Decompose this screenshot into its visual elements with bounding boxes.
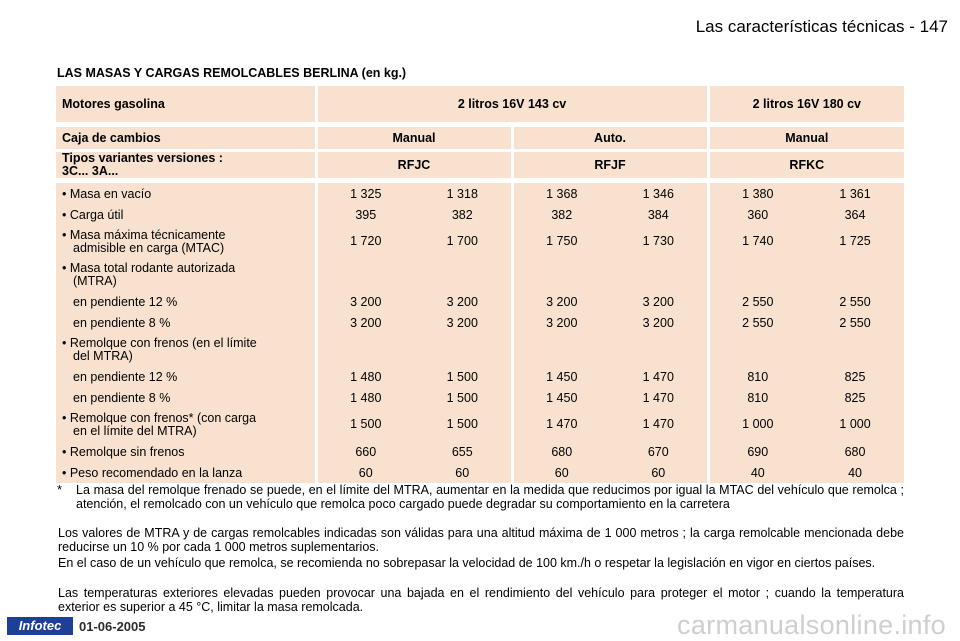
row-value: 1 450	[512, 366, 610, 387]
row-label: • Masa en vacío	[56, 181, 316, 205]
table-row	[56, 408, 904, 441]
row-value	[708, 333, 806, 366]
paragraph-temperature: Las temperaturas exteriores elevadas pueden provocar una bajada en el rendimiento del vehículo para proteger el motor ; cuando la temperatura exterior es superior a 45 °C, limitar la masa remolcada.	[58, 586, 904, 614]
row-value: 364	[806, 204, 904, 225]
row-value	[316, 333, 414, 366]
row-value: 1 380	[708, 181, 806, 205]
row-value: 1 000	[806, 408, 904, 441]
row-value	[512, 258, 610, 291]
row-value: 395	[316, 204, 414, 225]
row-value: 690	[708, 441, 806, 462]
row-value: 1 450	[512, 387, 610, 408]
row-value: 1 500	[316, 408, 414, 441]
row-value: 1 470	[610, 408, 708, 441]
row-value	[610, 333, 708, 366]
row-value: 3 200	[512, 312, 610, 333]
table-row	[56, 291, 904, 312]
row-label: • Masa máxima técnicamente admisible en carga (MTAC)	[56, 225, 316, 258]
row-value: 3 200	[610, 291, 708, 312]
row-value: 1 500	[414, 366, 512, 387]
row-value: 680	[806, 441, 904, 462]
row-value: 1 730	[610, 225, 708, 258]
table-row	[56, 387, 904, 408]
row-value: 40	[806, 462, 904, 483]
gearbox-a: Manual	[316, 125, 512, 151]
row-value: 1 700	[414, 225, 512, 258]
row-label: en pendiente 8 %	[56, 387, 316, 408]
row-value: 670	[610, 441, 708, 462]
row-value: 825	[806, 387, 904, 408]
row-value: 40	[708, 462, 806, 483]
row-value: 3 200	[414, 312, 512, 333]
row-value: 655	[414, 441, 512, 462]
row-value: 1 480	[316, 387, 414, 408]
row-value: 1 318	[414, 181, 512, 205]
row-label: • Remolque con frenos* (con carga en el límite del MTRA)	[56, 408, 316, 441]
row-value: 3 200	[414, 291, 512, 312]
row-value	[806, 258, 904, 291]
table-row	[56, 225, 904, 258]
table-row	[56, 333, 904, 366]
section-title: LAS MASAS Y CARGAS REMOLCABLES BERLINA (en kg.)	[57, 66, 407, 80]
row-value: 1 500	[414, 387, 512, 408]
types-label: Tipos variantes versiones : 3C... 3A...	[56, 151, 316, 181]
type-a: RFJC	[316, 151, 512, 181]
row-value	[708, 258, 806, 291]
row-value: 680	[512, 441, 610, 462]
row-value: 1 361	[806, 181, 904, 205]
row-value: 1 470	[512, 408, 610, 441]
table-row	[56, 181, 904, 205]
table-row	[56, 366, 904, 387]
row-label: • Peso recomendado en la lanza	[56, 462, 316, 483]
row-label: • Remolque con frenos (en el límite del MTRA)	[56, 333, 316, 366]
row-value: 60	[512, 462, 610, 483]
footnote-text: La masa del remolque frenado se puede, en el límite del MTRA, aumentar en la medida que reducimos por igual la MTAC del vehículo que remolca ; atención, el remolcado con un vehículo que remolca poco cargado puede degradar su comportamiento en la carretera	[76, 483, 904, 511]
gearbox-c: Manual	[708, 125, 904, 151]
engines-label: Motores gasolina	[56, 86, 316, 125]
row-label: en pendiente 8 %	[56, 312, 316, 333]
table-row	[56, 204, 904, 225]
row-value: 1 470	[610, 387, 708, 408]
row-value: 3 200	[316, 312, 414, 333]
row-value: 810	[708, 366, 806, 387]
row-value	[512, 333, 610, 366]
edition-date: 01-06-2005	[79, 619, 146, 634]
row-value	[610, 258, 708, 291]
row-value	[806, 333, 904, 366]
row-value: 2 550	[708, 312, 806, 333]
infotec-logo: Infotec	[7, 617, 73, 635]
table-body	[56, 181, 904, 484]
row-value: 1 325	[316, 181, 414, 205]
type-b: RFJF	[512, 151, 708, 181]
row-label: • Remolque sin frenos	[56, 441, 316, 462]
row-value	[414, 258, 512, 291]
row-value: 1 346	[610, 181, 708, 205]
gearbox-row	[56, 125, 904, 151]
footnote-star: *	[57, 482, 63, 497]
row-value: 3 200	[316, 291, 414, 312]
row-value: 1 750	[512, 225, 610, 258]
paragraph-speed: En el caso de un vehículo que remolca, se recomienda no sobrepasar la velocidad de 100 km./h o respetar la legislación en vigor en ciertos países.	[58, 556, 876, 570]
row-value: 1 470	[610, 366, 708, 387]
row-value: 360	[708, 204, 806, 225]
row-label: • Masa total rodante autorizada (MTRA)	[56, 258, 316, 291]
row-value: 3 200	[512, 291, 610, 312]
table-header-row	[56, 86, 904, 125]
row-value	[414, 333, 512, 366]
table-row	[56, 312, 904, 333]
row-value: 60	[414, 462, 512, 483]
engine-180-header: 2 litros 16V 180 cv	[708, 86, 904, 125]
row-label: en pendiente 12 %	[56, 366, 316, 387]
row-value: 1 480	[316, 366, 414, 387]
paragraph-altitude: Los valores de MTRA y de cargas remolcables indicadas son válidas para una altitud máxima de 1 000 metros ; la carga remolcable mencionada debe reducirse un 10 % por cada 1 000 metros suplementarios.	[58, 526, 904, 554]
types-row	[56, 151, 904, 181]
row-value: 1 500	[414, 408, 512, 441]
row-value: 60	[316, 462, 414, 483]
row-value: 2 550	[708, 291, 806, 312]
table-row	[56, 441, 904, 462]
row-value: 1 368	[512, 181, 610, 205]
row-value: 810	[708, 387, 806, 408]
engine-143-header: 2 litros 16V 143 cv	[316, 86, 708, 125]
row-value: 60	[610, 462, 708, 483]
gearbox-b: Auto.	[512, 125, 708, 151]
type-c: RFKC	[708, 151, 904, 181]
row-value: 1 720	[316, 225, 414, 258]
row-label: en pendiente 12 %	[56, 291, 316, 312]
row-value: 1 725	[806, 225, 904, 258]
masses-table	[56, 86, 904, 483]
row-value	[316, 258, 414, 291]
row-value: 1 000	[708, 408, 806, 441]
row-value: 825	[806, 366, 904, 387]
row-value: 382	[414, 204, 512, 225]
row-value: 660	[316, 441, 414, 462]
table-row	[56, 258, 904, 291]
row-label: • Carga útil	[56, 204, 316, 225]
watermark: carmanualsonline.info	[677, 610, 946, 640]
row-value: 2 550	[806, 312, 904, 333]
table-row	[56, 462, 904, 483]
page-header: Las características técnicas - 147	[695, 17, 948, 36]
row-value: 1 740	[708, 225, 806, 258]
gearbox-label: Caja de cambios	[56, 125, 316, 151]
row-value: 382	[512, 204, 610, 225]
row-value: 3 200	[610, 312, 708, 333]
row-value: 384	[610, 204, 708, 225]
row-value: 2 550	[806, 291, 904, 312]
